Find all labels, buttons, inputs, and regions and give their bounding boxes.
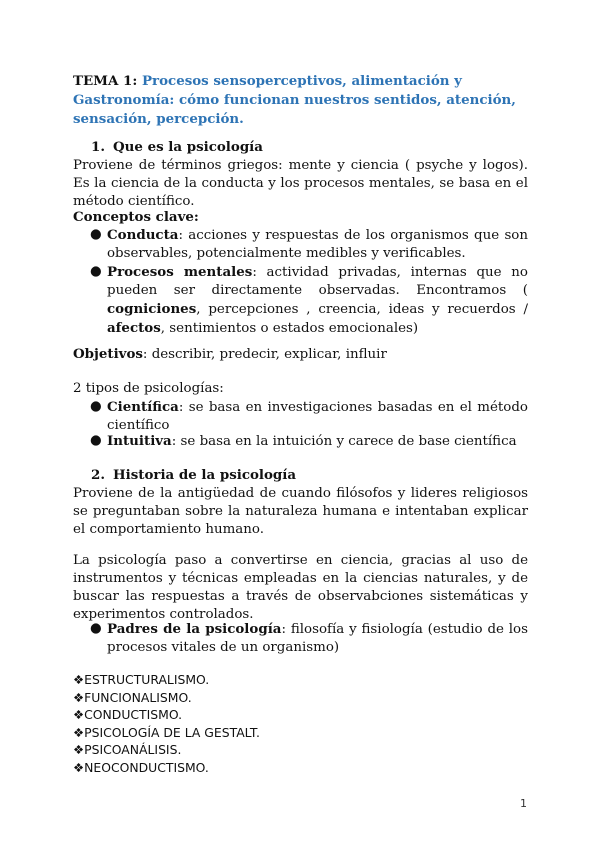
list-item [73, 689, 260, 707]
bullet-icon: ● [90, 399, 102, 414]
objetivos-line [73, 345, 528, 364]
section-2-para-1: Proviene de la antigüedad de cuando filósofos y lideres religiosos se preguntaban sobre la naturaleza humana e intentaban explicar el comportamiento humano. [73, 486, 528, 537]
term-procesos-text-b: , percepciones , creencia, ideas y recuerdos / [196, 302, 528, 317]
tipos-item-cientifica [73, 398, 528, 435]
term-procesos-text-c: , sentimientos o estados emocionales) [160, 321, 419, 336]
section-1-title: Que es la psicología [113, 139, 263, 155]
diamond-bullet-icon: ❖ [73, 759, 85, 775]
section-1-number: 1. [91, 139, 105, 155]
list-item [73, 226, 528, 263]
bullet-icon: ● [90, 433, 102, 448]
list-item [73, 620, 528, 657]
term-conducta-text: : acciones y respuestas de los organismos que son observables, potencialmente medibles y verificables. [107, 228, 528, 261]
title-text: Procesos sensoperceptivos, alimentación y Gastronomía: cómo funcionan nuestros sentidos, atención, sensación, percepción. [73, 73, 516, 127]
section-2-title: Historia de la psicología [113, 467, 297, 483]
objetivos-text: : describir, predecir, explicar, influir [142, 347, 387, 362]
conceptos-heading: Conceptos clave: [73, 209, 199, 225]
school-name: NEOCONDUCTISMO. [84, 759, 209, 775]
title-colon: : [132, 73, 142, 89]
school-name: FUNCIONALISMO. [84, 689, 192, 705]
section-1-body: Proviene de términos griegos: mente y ciencia ( psyche y logos). Es la ciencia de la conducta y los procesos mentales, se basa en el método científico. [73, 158, 528, 209]
bullet-icon: ● [90, 264, 102, 279]
school-name: ESTRUCTURALISMO. [84, 672, 210, 687]
list-item [73, 741, 260, 759]
list-item [73, 263, 528, 338]
term-afectos: afectos [107, 320, 161, 336]
school-name: CONDUCTISMO. [84, 707, 183, 723]
term-padres-text: : filosofía y fisiología (estudio de los procesos vitales de un organismo) [107, 622, 528, 655]
school-name: PSICOANÁLISIS. [84, 742, 182, 758]
section-1-heading [73, 138, 528, 157]
term-intuitiva: Intuitiva [107, 433, 172, 449]
term-cogniciones: cogniciones [107, 301, 197, 317]
term-conducta: Conducta [107, 227, 179, 243]
list-item [73, 432, 528, 451]
section-2-number: 2. [91, 467, 105, 483]
diamond-bullet-icon: ❖ [73, 707, 85, 723]
diamond-bullet-icon: ❖ [73, 742, 85, 758]
title-lead: TEMA 1 [73, 73, 133, 89]
term-cientifica: Científica [107, 399, 179, 415]
padres-item [73, 620, 528, 657]
tipos-intro: 2 tipos de psicologías: [73, 381, 224, 396]
term-procesos-text-a: : actividad privadas, internas que no pueden ser directamente observadas. Encontramos ( [107, 265, 528, 298]
bullet-icon: ● [90, 227, 102, 242]
diamond-bullet-icon: ❖ [73, 689, 85, 705]
diamond-bullet-icon: ❖ [73, 672, 85, 687]
list-item [73, 759, 260, 777]
list-item [73, 671, 260, 689]
term-padres: Padres de la psicología [107, 621, 282, 637]
page-number: 1 [520, 797, 527, 810]
tipos-item-intuitiva [73, 432, 528, 451]
term-cientifica-text: : se basa en investigaciones basadas en el método científico [107, 400, 528, 433]
list-item [73, 398, 528, 435]
diamond-bullet-icon: ❖ [73, 724, 85, 740]
conceptos-list [73, 226, 528, 338]
section-2-heading [73, 466, 528, 485]
section-2-para-2: La psicología paso a convertirse en ciencia, gracias al uso de instrumentos y técnicas empleadas en la ciencias naturales, y de buscar las respuestas a través de observabciones sistemáticas y experimentos controlados. [73, 553, 528, 622]
objetivos-label: Objetivos [73, 346, 143, 362]
list-item [73, 706, 260, 724]
list-item [73, 724, 260, 742]
term-intuitiva-text: : se basa en la intuición y carece de base científica [171, 434, 517, 449]
schools-list [73, 671, 260, 777]
school-name: PSICOLOGÍA DE LA GESTALT. [84, 724, 260, 740]
term-procesos-mentales: Procesos mentales [107, 264, 253, 280]
document-title [73, 72, 528, 129]
bullet-icon: ● [90, 621, 102, 636]
